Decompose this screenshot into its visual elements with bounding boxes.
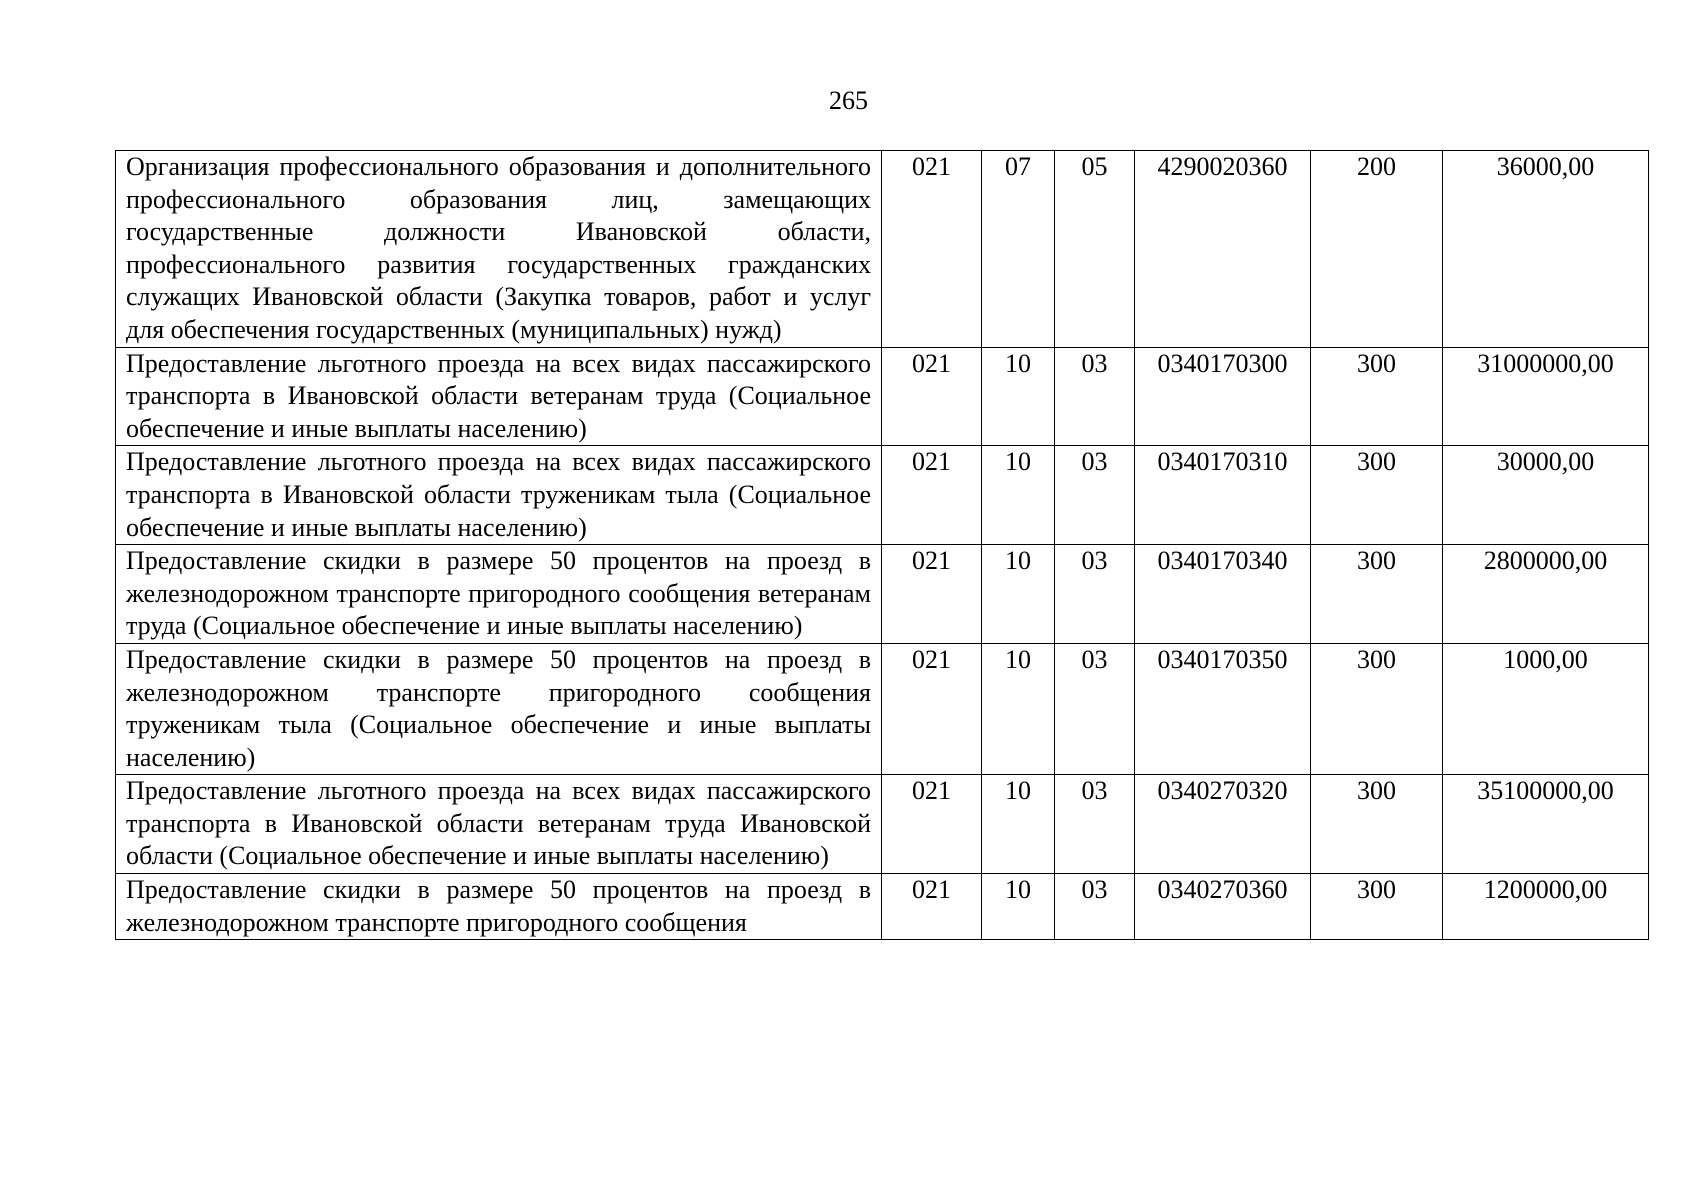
expense-name: Предоставление льготного проезда на всех видах пассажирского транспорта в Ивановской области труженикам тыла (Социальное обеспечение и иные выплаты населению)	[116, 446, 882, 545]
amount: 1000,00	[1443, 643, 1649, 774]
expense-type-code: 300	[1311, 643, 1443, 774]
section-code: 10	[982, 446, 1055, 545]
ministry-code: 021	[882, 151, 982, 348]
section-code: 10	[982, 775, 1055, 874]
expense-type-code: 300	[1311, 874, 1443, 940]
expense-type-code: 300	[1311, 775, 1443, 874]
target-article-code: 0340170340	[1135, 545, 1311, 644]
table-row	[116, 347, 1649, 446]
ministry-code: 021	[882, 643, 982, 774]
section-code: 10	[982, 545, 1055, 644]
amount: 31000000,00	[1443, 347, 1649, 446]
subsection-code: 03	[1055, 874, 1135, 940]
target-article-code: 4290020360	[1135, 151, 1311, 348]
section-code: 07	[982, 151, 1055, 348]
amount: 35100000,00	[1443, 775, 1649, 874]
expense-name: Предоставление льготного проезда на всех видах пассажирского транспорта в Ивановской области ветеранам труда (Социальное обеспечение и иные выплаты населению)	[116, 347, 882, 446]
ministry-code: 021	[882, 775, 982, 874]
expense-type-code: 300	[1311, 545, 1443, 644]
section-code: 10	[982, 347, 1055, 446]
expense-type-code: 200	[1311, 151, 1443, 348]
ministry-code: 021	[882, 874, 982, 940]
amount: 36000,00	[1443, 151, 1649, 348]
expense-name: Предоставление скидки в размере 50 процентов на проезд в железнодорожном транспорте пригородного сообщения труженикам тыла (Социальное обеспечение и иные выплаты населению)	[116, 643, 882, 774]
expense-type-code: 300	[1311, 347, 1443, 446]
expense-name: Предоставление скидки в размере 50 процентов на проезд в железнодорожном транспорте пригородного сообщения	[116, 874, 882, 940]
ministry-code: 021	[882, 446, 982, 545]
table-row	[116, 874, 1649, 940]
amount: 30000,00	[1443, 446, 1649, 545]
amount: 1200000,00	[1443, 874, 1649, 940]
subsection-code: 05	[1055, 151, 1135, 348]
subsection-code: 03	[1055, 775, 1135, 874]
target-article-code: 0340170300	[1135, 347, 1311, 446]
amount: 2800000,00	[1443, 545, 1649, 644]
subsection-code: 03	[1055, 545, 1135, 644]
subsection-code: 03	[1055, 446, 1135, 545]
table-row	[116, 545, 1649, 644]
subsection-code: 03	[1055, 643, 1135, 774]
table-row	[116, 446, 1649, 545]
table-row	[116, 775, 1649, 874]
section-code: 10	[982, 874, 1055, 940]
expense-name: Предоставление льготного проезда на всех видах пассажирского транспорта в Ивановской области ветеранам труда Ивановской области (Социальное обеспечение и иные выплаты населению)	[116, 775, 882, 874]
target-article-code: 0340270320	[1135, 775, 1311, 874]
expense-name: Предоставление скидки в размере 50 процентов на проезд в железнодорожном транспорте пригородного сообщения ветеранам труда (Социальное обеспечение и иные выплаты населению)	[116, 545, 882, 644]
subsection-code: 03	[1055, 347, 1135, 446]
ministry-code: 021	[882, 545, 982, 644]
budget-table	[115, 150, 1649, 940]
target-article-code: 0340170350	[1135, 643, 1311, 774]
expense-name: Организация профессионального образования и дополнительного профессионального образования лиц, замещающих государственные должности Ивановской области, профессионального развития государственных гражданских служащих Ивановской области (Закупка товаров, работ и услуг для обеспечения государственных (муниципальных) нужд)	[116, 151, 882, 348]
section-code: 10	[982, 643, 1055, 774]
target-article-code: 0340170310	[1135, 446, 1311, 545]
table-row	[116, 151, 1649, 348]
expense-type-code: 300	[1311, 446, 1443, 545]
target-article-code: 0340270360	[1135, 874, 1311, 940]
table-row	[116, 643, 1649, 774]
page-number: 265	[829, 86, 868, 115]
ministry-code: 021	[882, 347, 982, 446]
